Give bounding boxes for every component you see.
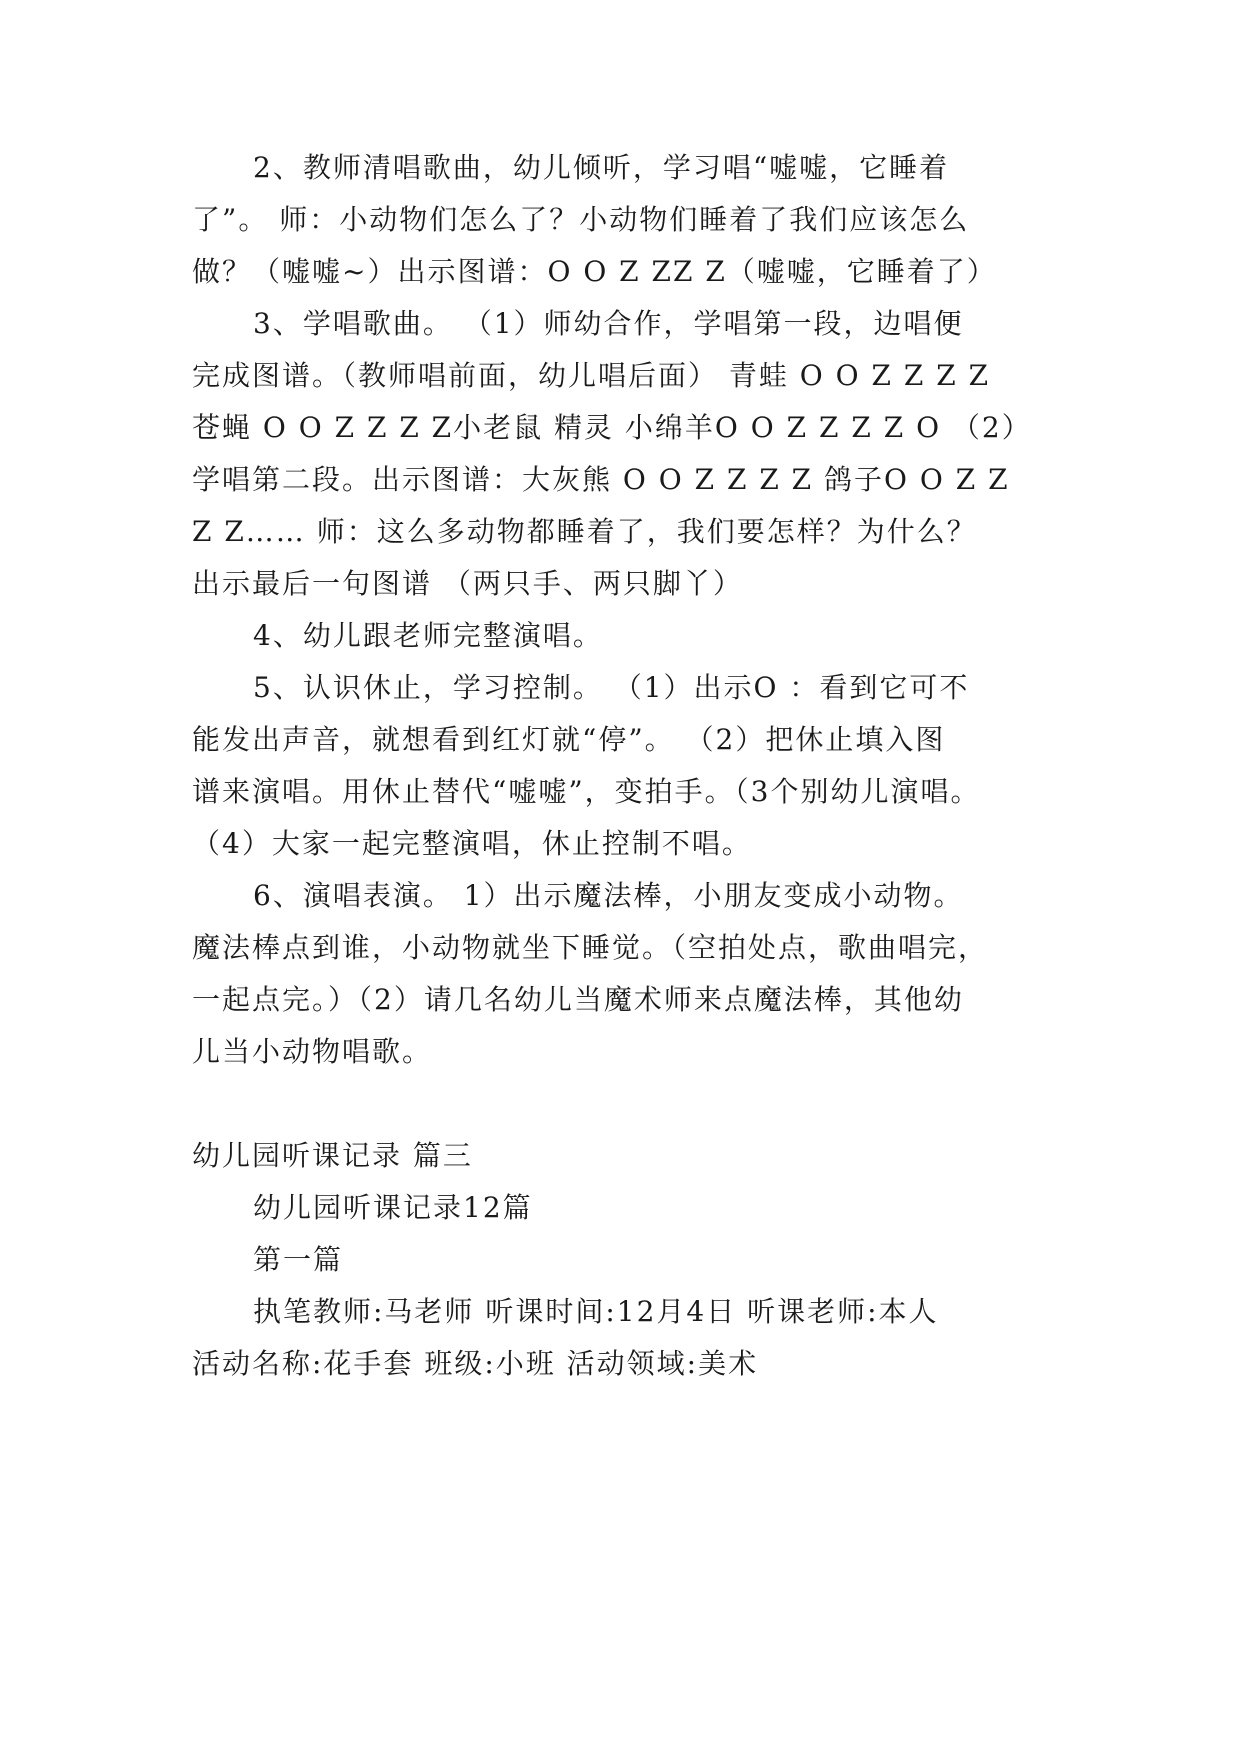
paragraph-6-line-2: 魔法棒点到谁，小动物就坐下睡觉。（空拍处点，歌曲唱完， [192, 931, 989, 964]
paragraph-5-line-2: 能发出声音，就想看到红灯就“停”。 （2）把休止填入图 [192, 723, 946, 756]
paragraph-5-line-4: （4）大家一起完整演唱，休止控制不唱。 [192, 827, 752, 860]
paragraph-6-line-1: 6、演唱表演。 1）出示魔法棒，小朋友变成小动物。 [253, 879, 964, 912]
info-line-2: 活动名称:花手套 班级:小班 活动领域:美术 [192, 1347, 759, 1380]
paragraph-6-line-4: 儿当小动物唱歌。 [192, 1035, 433, 1068]
paragraph-2-line-3: 做？（嘘嘘~）出示图谱：O O Z ZZ Z（嘘嘘，它睡着了） [192, 255, 997, 288]
paragraph-3-line-2: 完成图谱。（教师唱前面，幼儿唱后面） 青蛙 O O Z Z Z Z [192, 359, 991, 392]
paragraph-3-line-1: 3、学唱歌曲。 （1）师幼合作，学唱第一段，边唱便 [253, 307, 964, 340]
paragraph-2-line-1: 2、教师清唱歌曲，幼儿倾听，学习唱“嘘嘘，它睡着 [253, 151, 950, 184]
paragraph-5-line-3: 谱来演唱。用休止替代“嘘嘘”，变拍手。（3个别幼儿演唱。 [192, 775, 981, 808]
paragraph-2-line-2: 了”。 师：小动物们怎么了？小动物们睡着了我们应该怎么 [192, 203, 970, 236]
section-heading: 幼儿园听课记录 篇三 [192, 1139, 473, 1172]
paragraph-3-line-5: Z Z…… 师：这么多动物都睡着了，我们要怎样？为什么？ [192, 515, 977, 548]
document-title: 幼儿园听课记录12篇 [253, 1191, 533, 1224]
info-line-1: 执笔教师:马老师 听课时间:12月4日 听课老师:本人 [253, 1295, 939, 1328]
paragraph-3-line-6: 出示最后一句图谱 （两只手、两只脚丫） [192, 567, 743, 600]
paragraph-5-line-1: 5、认识休止，学习控制。 （1）出示O ：看到它可不 [253, 671, 970, 704]
paragraph-3-line-4: 学唱第二段。出示图谱：大灰熊 O O Z Z Z Z 鸽子O O Z Z [192, 463, 1010, 496]
paragraph-4-line-1: 4、幼儿跟老师完整演唱。 [253, 619, 603, 652]
paragraph-3-line-3: 苍蝇 O O Z Z Z Z小老鼠 精灵 小绵羊O O Z Z Z Z O （2） [192, 411, 1032, 444]
paragraph-6-line-3: 一起点完。）（2）请几名幼儿当魔术师来点魔法棒，其他幼 [192, 983, 964, 1016]
chapter-title: 第一篇 [253, 1243, 344, 1276]
